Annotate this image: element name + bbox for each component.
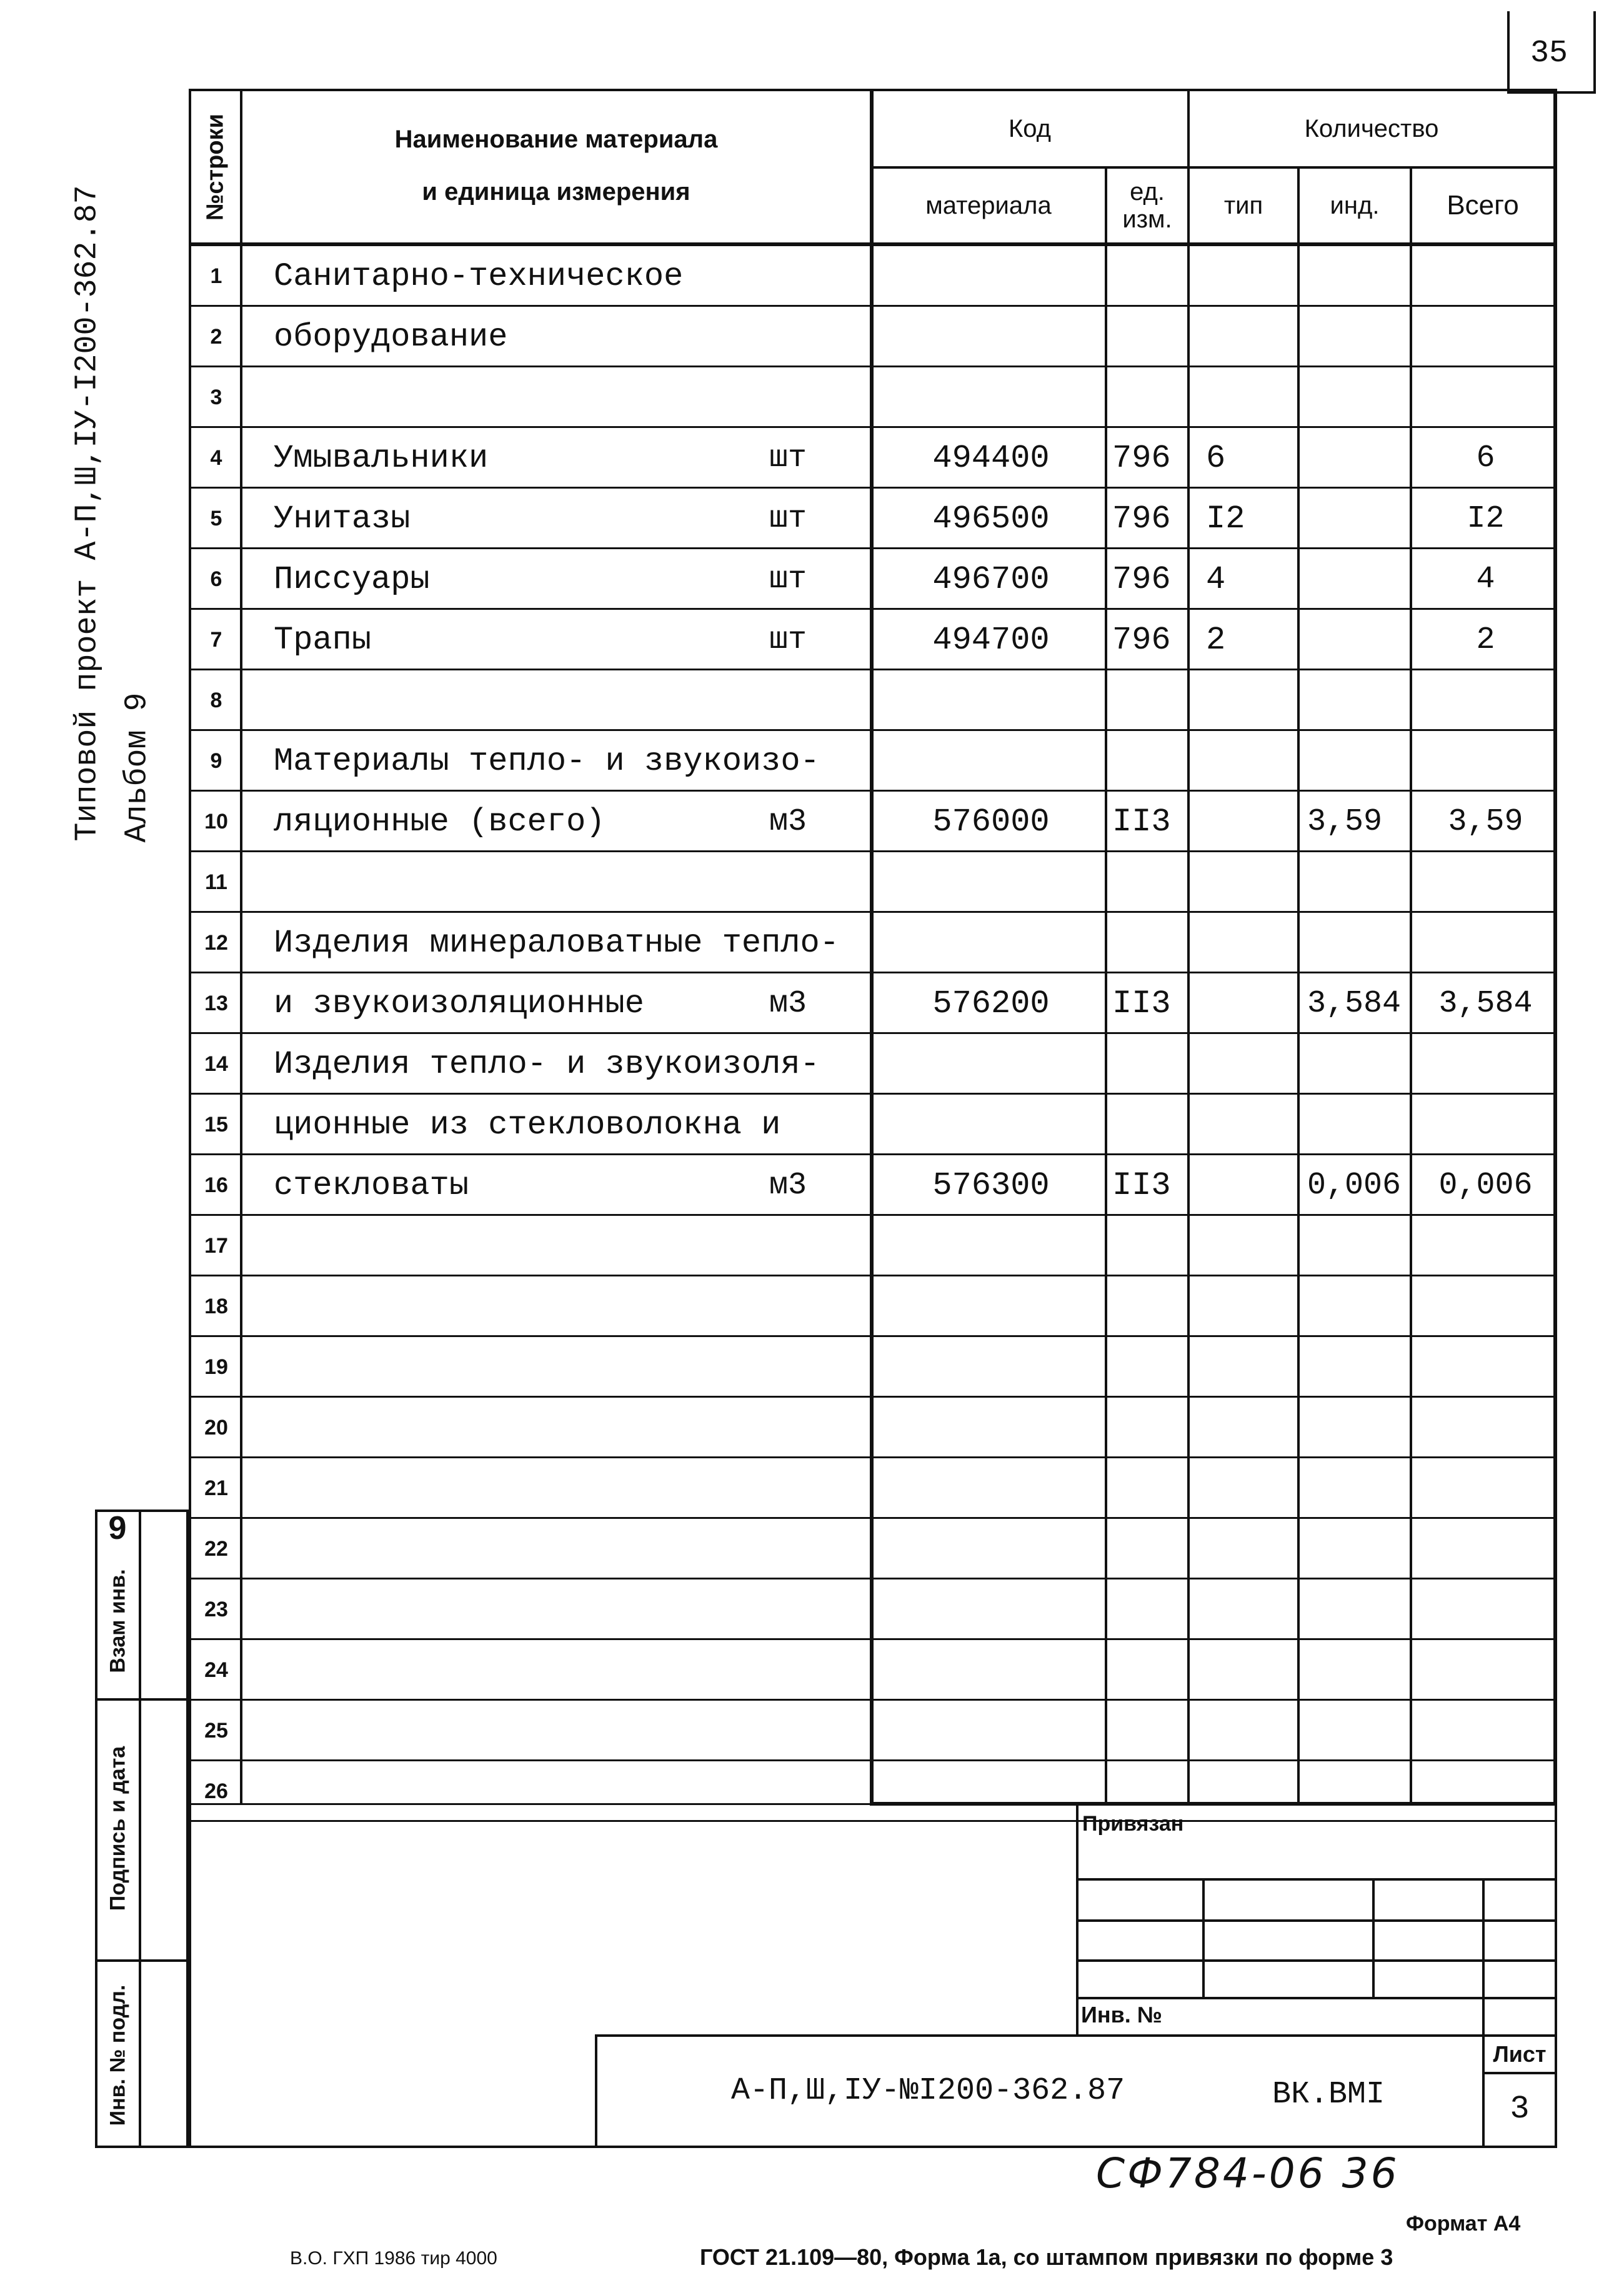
unit — [741, 1276, 835, 1337]
qty-tip — [1191, 1640, 1312, 1701]
row-number: 10 — [204, 810, 228, 833]
material-name — [274, 852, 811, 913]
row-number: 11 — [205, 870, 227, 894]
qty-ind — [1301, 1519, 1420, 1579]
side-podpis-data: Подпись и дата — [106, 1746, 130, 1911]
row-number: 16 — [204, 1173, 228, 1197]
unit — [741, 1458, 835, 1519]
qty-total — [1416, 1276, 1555, 1337]
qty-ind — [1301, 246, 1420, 307]
side-stamp-divider-v — [139, 1510, 141, 2148]
qty-total: 6 — [1476, 440, 1495, 476]
row-number: 7 — [210, 628, 222, 652]
qty-tip — [1191, 1579, 1312, 1640]
material-code — [872, 367, 1110, 428]
row-number: 12 — [204, 931, 228, 955]
qty-total — [1416, 1640, 1555, 1701]
unit: шт — [769, 440, 807, 476]
material-code — [872, 1337, 1110, 1398]
material-name: Материалы тепло- и звукоизо- — [274, 743, 820, 780]
qty-tip — [1191, 307, 1312, 367]
qty-tip — [1191, 852, 1312, 913]
table-row — [191, 1276, 1555, 1337]
table-row — [191, 1095, 1555, 1155]
header-kod: Код — [1008, 114, 1051, 142]
material-name: Изделия тепло- и звукоизоля- — [274, 1046, 820, 1083]
unit-code — [1105, 1701, 1193, 1761]
qty-tip — [1191, 1398, 1312, 1458]
qty-total — [1416, 1579, 1555, 1640]
material-name — [274, 1761, 811, 1822]
unit-code — [1105, 1579, 1193, 1640]
table-row — [191, 1640, 1555, 1701]
qty-ind — [1301, 307, 1420, 367]
material-name — [274, 1640, 811, 1701]
qty-tip — [1191, 1276, 1312, 1337]
header-ed-izm: ед. изм. — [1122, 178, 1172, 233]
table-row — [191, 1519, 1555, 1579]
row-number: 13 — [204, 992, 228, 1015]
qty-ind: 0,006 — [1307, 1168, 1402, 1203]
side-project-title: Типовой проект А-П,Ш,IУ-I200-362.87 — [69, 185, 106, 842]
material-code — [872, 1216, 1110, 1276]
qty-total: 3,584 — [1438, 986, 1533, 1022]
material-name — [274, 1701, 811, 1761]
table-row — [191, 913, 1555, 973]
qty-total — [1416, 1701, 1555, 1761]
format-label: Формат А4 — [1406, 2212, 1521, 2236]
qty-ind — [1301, 913, 1420, 973]
unit: м3 — [769, 1168, 807, 1203]
qty-tip: 6 — [1206, 440, 1226, 477]
row-number: 23 — [204, 1598, 228, 1621]
qty-ind — [1301, 731, 1420, 792]
unit — [741, 1701, 835, 1761]
table-row — [191, 973, 1555, 1034]
material-name: Унитазы — [274, 500, 411, 537]
unit — [741, 852, 835, 913]
stamp-designation: А-П,Ш,IУ-№I200-362.87 — [731, 2073, 1125, 2109]
table-row — [191, 246, 1555, 307]
material-code — [872, 1034, 1110, 1095]
qty-tip — [1191, 1034, 1312, 1095]
material-name — [274, 1579, 811, 1640]
unit-code: 796 — [1112, 440, 1171, 477]
unit-code: 796 — [1112, 622, 1171, 659]
stamp-v2 — [1372, 1878, 1375, 1997]
unit-code: II3 — [1112, 803, 1171, 840]
unit — [741, 670, 835, 731]
qty-ind — [1301, 1216, 1420, 1276]
table-row — [191, 307, 1555, 367]
header-name-line2: и единица измерения — [422, 178, 690, 206]
qty-tip — [1191, 246, 1312, 307]
qty-tip — [1191, 1216, 1312, 1276]
material-name: стекловаты — [274, 1167, 469, 1204]
qty-tip — [1191, 1337, 1312, 1398]
row-number: 24 — [204, 1658, 228, 1682]
qty-ind — [1301, 1034, 1420, 1095]
qty-ind — [1301, 1640, 1420, 1701]
table-row — [191, 489, 1555, 549]
unit-code: II3 — [1112, 985, 1171, 1022]
row-number: 22 — [204, 1537, 228, 1561]
qty-tip — [1191, 1701, 1312, 1761]
table-row — [191, 1458, 1555, 1519]
stamp-inv-no-label: Инв. № — [1081, 2002, 1162, 2027]
stamp-h2 — [1076, 1919, 1557, 1922]
header-row-no: №строки — [202, 114, 229, 221]
qty-total — [1416, 307, 1555, 367]
qty-tip — [1191, 670, 1312, 731]
qty-ind — [1301, 1761, 1420, 1822]
qty-total — [1416, 246, 1555, 307]
unit-code — [1105, 1458, 1193, 1519]
material-code — [872, 852, 1110, 913]
row-number: 18 — [204, 1295, 228, 1318]
stamp-h4 — [1076, 1997, 1557, 1999]
table-row — [191, 1337, 1555, 1398]
table-row — [191, 792, 1555, 852]
qty-tip — [1191, 367, 1312, 428]
qty-ind — [1301, 1276, 1420, 1337]
table-row — [191, 610, 1555, 670]
material-name — [274, 367, 811, 428]
unit-code: 796 — [1112, 561, 1171, 598]
row-number: 14 — [204, 1052, 228, 1076]
material-code — [872, 670, 1110, 731]
stamp-h1 — [1076, 1878, 1557, 1881]
unit-code — [1105, 852, 1193, 913]
material-code: 496700 — [932, 561, 1050, 598]
material-code: 494700 — [932, 622, 1050, 659]
qty-ind — [1301, 670, 1420, 731]
row-number: 25 — [204, 1719, 228, 1743]
header-vsego: Всего — [1447, 190, 1519, 221]
unit-code — [1105, 670, 1193, 731]
stamp-list-label: Лист — [1493, 2041, 1547, 2067]
side-vzam-inv: Взам инв. — [106, 1569, 130, 1673]
qty-tip — [1191, 731, 1312, 792]
qty-total — [1416, 367, 1555, 428]
qty-total — [1416, 1398, 1555, 1458]
unit: шт — [769, 622, 807, 658]
qty-ind — [1301, 1579, 1420, 1640]
qty-tip — [1191, 1519, 1312, 1579]
table-row — [191, 1701, 1555, 1761]
qty-ind — [1301, 852, 1420, 913]
qty-ind — [1301, 1398, 1420, 1458]
qty-ind — [1301, 610, 1420, 670]
unit — [741, 1640, 835, 1701]
table-row — [191, 731, 1555, 792]
qty-tip — [1191, 913, 1312, 973]
qty-total — [1416, 913, 1555, 973]
material-name: и звукоизоляционные — [274, 985, 644, 1022]
qty-ind — [1301, 549, 1420, 610]
qty-total: I2 — [1467, 501, 1505, 537]
qty-ind — [1301, 428, 1420, 489]
unit-code — [1105, 367, 1193, 428]
row-number: 5 — [210, 507, 222, 530]
qty-tip — [1191, 973, 1312, 1034]
unit — [741, 731, 835, 792]
material-name: Писсуары — [274, 561, 430, 598]
row-number: 17 — [204, 1234, 228, 1258]
unit-code — [1105, 1276, 1193, 1337]
unit — [741, 1761, 835, 1822]
unit — [741, 246, 835, 307]
unit-code: II3 — [1112, 1167, 1171, 1204]
unit — [741, 1337, 835, 1398]
stamp-v1 — [1202, 1878, 1205, 1997]
qty-total — [1416, 852, 1555, 913]
unit-code — [1105, 1519, 1193, 1579]
qty-tip — [1191, 1095, 1312, 1155]
material-code — [872, 1640, 1110, 1701]
table-row — [191, 1761, 1555, 1822]
material-code — [872, 1276, 1110, 1337]
qty-total: 3,59 — [1448, 804, 1523, 840]
table-row — [191, 1034, 1555, 1095]
qty-ind — [1301, 489, 1420, 549]
row-number: 21 — [204, 1476, 228, 1500]
material-code: 576000 — [932, 803, 1050, 840]
table-row — [191, 1398, 1555, 1458]
material-code: 494400 — [932, 440, 1050, 477]
table-row — [191, 1216, 1555, 1276]
qty-ind: 3,584 — [1307, 986, 1402, 1022]
qty-tip: 4 — [1206, 561, 1226, 598]
qty-tip: I2 — [1206, 500, 1245, 537]
row-number: 6 — [210, 567, 222, 591]
table-row — [191, 428, 1555, 489]
material-code — [872, 1579, 1110, 1640]
unit — [741, 913, 835, 973]
qty-total: 2 — [1476, 622, 1495, 658]
row-number: 4 — [210, 446, 222, 470]
unit-code — [1105, 1216, 1193, 1276]
unit-code: 796 — [1112, 500, 1171, 537]
material-name: ционные из стекловолокна и — [274, 1107, 781, 1143]
qty-total — [1416, 1095, 1555, 1155]
qty-tip — [1191, 1155, 1312, 1216]
header-kolichestvo: Количество — [1304, 114, 1439, 142]
material-code — [872, 1761, 1110, 1822]
material-code — [872, 1701, 1110, 1761]
unit — [741, 1216, 835, 1276]
row-divider — [191, 1820, 1555, 1822]
footer-right: ГОСТ 21.109—80, Форма 1а, со штампом привязки по форме 3 — [700, 2244, 1393, 2270]
unit: м3 — [769, 804, 807, 840]
unit — [741, 367, 835, 428]
qty-total — [1416, 731, 1555, 792]
unit-code — [1105, 307, 1193, 367]
qty-total — [1416, 1519, 1555, 1579]
material-name: Изделия минераловатные тепло- — [274, 925, 839, 962]
side-inv-podl: Инв. № подл. — [106, 1984, 130, 2126]
material-code: 496500 — [932, 500, 1050, 537]
stamp-h3 — [1076, 1959, 1557, 1962]
qty-tip — [1191, 792, 1312, 852]
unit: шт — [769, 562, 807, 597]
material-code — [872, 913, 1110, 973]
row-number: 15 — [204, 1113, 228, 1137]
qty-ind — [1301, 1701, 1420, 1761]
unit-code — [1105, 1095, 1193, 1155]
unit: шт — [769, 501, 807, 537]
qty-ind: 3,59 — [1307, 804, 1383, 840]
material-code: 576200 — [932, 985, 1050, 1022]
row-number: 9 — [210, 749, 222, 773]
qty-total: 0,006 — [1438, 1168, 1533, 1203]
material-name: оборудование — [274, 319, 508, 356]
table-row — [191, 549, 1555, 610]
unit — [741, 1519, 835, 1579]
header-ind: инд. — [1330, 191, 1380, 219]
unit: м3 — [769, 986, 807, 1022]
unit-code — [1105, 1398, 1193, 1458]
qty-total — [1416, 1458, 1555, 1519]
material-name: ляционные (всего) — [274, 803, 605, 840]
header-materiala: материала — [925, 191, 1052, 219]
material-code — [872, 1095, 1110, 1155]
unit-code — [1105, 731, 1193, 792]
sheet-number: 35 — [1530, 35, 1568, 71]
material-name — [274, 1519, 811, 1579]
material-code — [872, 731, 1110, 792]
material-name: Умывальники — [274, 440, 489, 477]
material-name — [274, 1458, 811, 1519]
unit — [741, 1579, 835, 1640]
row-number: 20 — [204, 1416, 228, 1440]
unit — [741, 1398, 835, 1458]
stamp-privyazan-label: Привязан — [1082, 1812, 1184, 1836]
row-number: 2 — [210, 325, 222, 349]
material-name: Трапы — [274, 622, 372, 659]
unit-code — [1105, 246, 1193, 307]
qty-ind — [1301, 1458, 1420, 1519]
unit — [741, 307, 835, 367]
table-row — [191, 1155, 1555, 1216]
footer-left: В.О. ГХП 1986 тир 4000 — [290, 2248, 497, 2269]
header-name — [242, 119, 870, 212]
table-row — [191, 1579, 1555, 1640]
handwritten-code: СФ784-06 36 — [1096, 2149, 1400, 2197]
unit-code — [1105, 1034, 1193, 1095]
qty-ind — [1301, 367, 1420, 428]
material-code — [872, 246, 1110, 307]
table-row — [191, 670, 1555, 731]
qty-total — [1416, 1337, 1555, 1398]
material-name — [274, 1337, 811, 1398]
row-number: 19 — [204, 1355, 228, 1379]
row-number: 1 — [210, 264, 222, 288]
row-number: 26 — [204, 1779, 228, 1803]
material-name — [274, 1276, 811, 1337]
material-code — [872, 307, 1110, 367]
row-number: 3 — [210, 385, 222, 409]
material-code — [872, 1398, 1110, 1458]
stamp-doc-code: ВК.ВМI — [1272, 2077, 1385, 2112]
unit-code — [1105, 913, 1193, 973]
qty-total: 4 — [1476, 562, 1495, 597]
qty-ind — [1301, 1337, 1420, 1398]
row-number: 8 — [210, 689, 222, 712]
qty-tip: 2 — [1206, 622, 1226, 659]
material-code: 576300 — [932, 1167, 1050, 1204]
table-row — [191, 367, 1555, 428]
stamp-list-value: 3 — [1510, 2090, 1530, 2127]
material-name — [274, 1398, 811, 1458]
qty-total — [1416, 1034, 1555, 1095]
material-code — [872, 1519, 1110, 1579]
material-name — [274, 1216, 811, 1276]
unit — [741, 1034, 835, 1095]
qty-tip — [1191, 1458, 1312, 1519]
table-row — [191, 852, 1555, 913]
qty-ind — [1301, 1095, 1420, 1155]
unit-code — [1105, 1640, 1193, 1701]
side-vzam-inv-value: 9 — [108, 1510, 127, 1546]
qty-tip — [1191, 1761, 1312, 1822]
material-name — [274, 670, 811, 731]
qty-total — [1416, 1761, 1555, 1822]
qty-total — [1416, 670, 1555, 731]
header-name-line1: Наименование материала — [394, 126, 718, 153]
material-name: Санитарно-техническое — [274, 258, 684, 295]
material-code — [872, 1458, 1110, 1519]
unit — [741, 1095, 835, 1155]
header-tip: тип — [1223, 191, 1263, 219]
unit-code — [1105, 1337, 1193, 1398]
side-album-title: Альбом 9 — [119, 692, 156, 843]
qty-total — [1416, 1216, 1555, 1276]
